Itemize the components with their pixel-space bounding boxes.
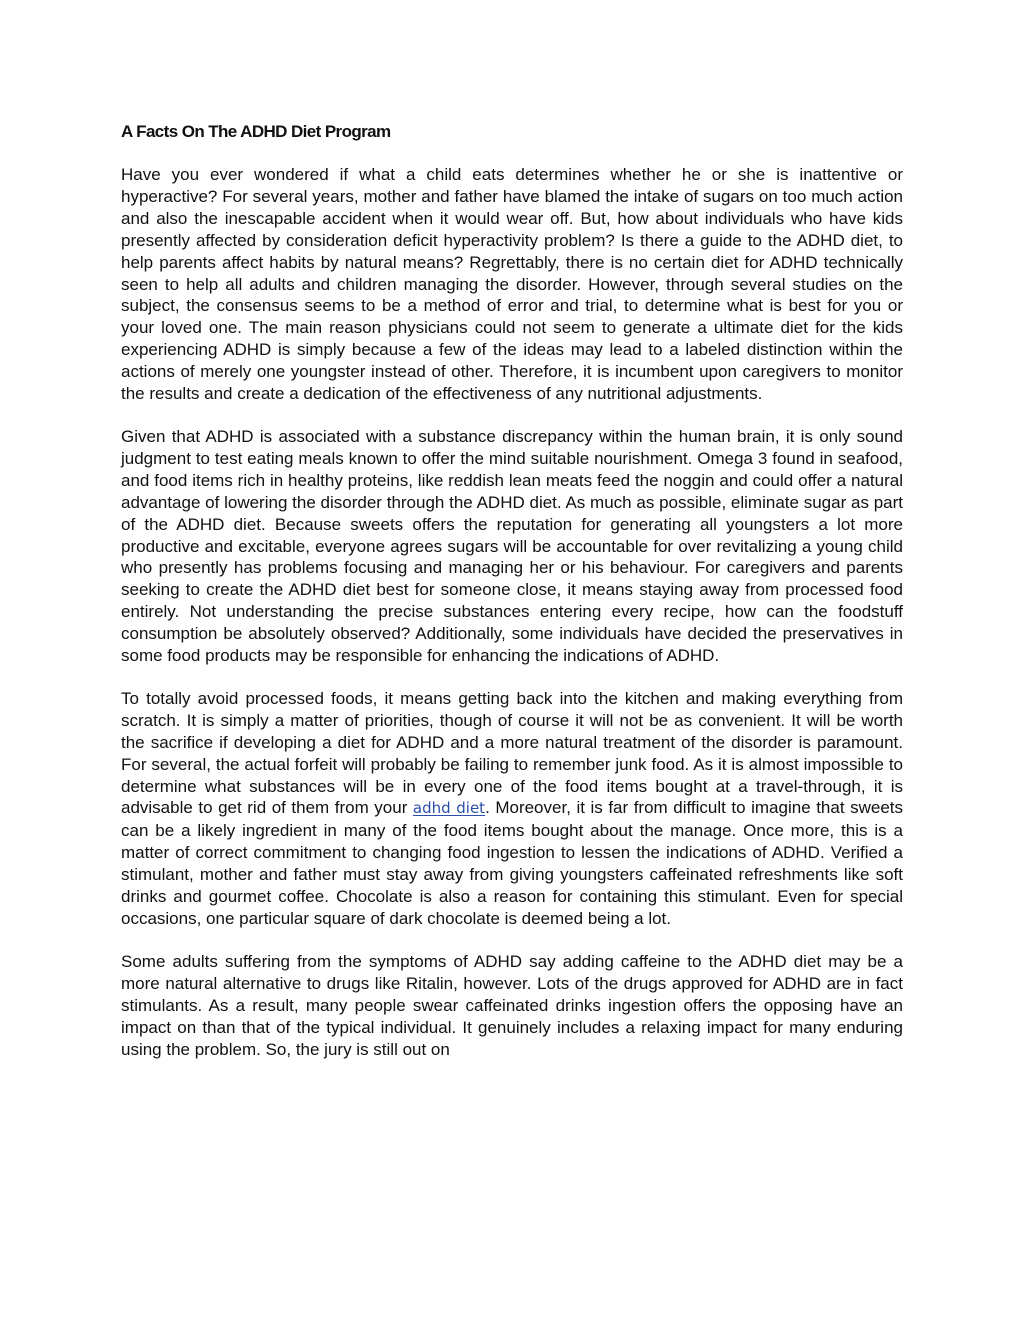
paragraph-3-text-after-link: . Moreover, it is far from difficult to imagine that sweets can be a likely ingredient in many of the food items bought about the manage. Once more, this is a matter of correct commitment to changing food ingestion to lessen the indications of ADHD. Verified a stimulant, mother and father must stay away from giving youngsters caffeinated refreshments like soft drinks and gourmet coffee. Chocolate is also a reason for containing this stimulant. Even for special occasions, one particular square of dark chocolate is deemed being a lot. (121, 798, 903, 928)
paragraph-2: Given that ADHD is associated with a substance discrepancy within the human brain, it is only sound judgment to test eating meals known to offer the mind suitable nourishment. Omega 3 found in seafood, and food items rich in healthy proteins, like reddish lean meats feed the noggin and could offer a natural advantage of lowering the disorder through the ADHD diet. As much as possible, eliminate sugar as part of the ADHD diet. Because sweets offers the reputation for generating all youngsters a lot more productive and excitable, everyone agrees sugars will be accountable for over revitalizing a young child who presently has problems focusing and managing her or his behaviour. For caregivers and parents seeking to create the ADHD diet best for someone close, it means staying away from processed food entirely. Not understanding the precise substances entering every recipe, how can the foodstuff consumption be absolutely observed? Additionally, some individuals have decided the preservatives in some food products may be responsible for enhancing the indications of ADHD. (121, 426, 903, 666)
adhd-diet-link[interactable]: adhd diet (412, 799, 486, 818)
paragraph-1: Have you ever wondered if what a child eats determines whether he or she is inattentive or hyperactive? For several years, mother and father have blamed the intake of sugars on too much action and also the inescapable accident when it would wear off. But, how about individuals who have kids presently affected by consideration deficit hyperactivity problem? Is there a guide to the ADHD diet, to help parents affect habits by natural means? Regrettably, there is no certain diet for ADHD technically seen to help all adults and children managing the disorder. However, through several studies on the subject, the consensus seems to be a method of error and trial, to determine what is best for you or your loved one. The main reason physicians could not seem to generate a ultimate diet for the kids experiencing ADHD is simply because a few of the ideas may lead to a labeled distinction within the actions of merely one youngster instead of other. Therefore, it is incumbent upon caregivers to monitor the results and create a dedication of the effectiveness of any nutritional adjustments. (121, 165, 903, 404)
paragraph-3 (121, 688, 903, 930)
document-title: A Facts On The ADHD Diet Program (121, 122, 391, 141)
document-body (121, 121, 903, 1081)
paragraph-4: Some adults suffering from the symptoms of ADHD say adding caffeine to the ADHD diet may be a more natural alternative to drugs like Ritalin, however. Lots of the drugs approved for ADHD are in fact stimulants. As a result, many people swear caffeinated drinks ingestion offers the opposing have an impact on than that of the typical individual. It genuinely includes a relaxing impact for many enduring using the problem. So, the jury is still out on (121, 951, 903, 1059)
paragraph-3-text-before-link: To totally avoid processed foods, it means getting back into the kitchen and making everything from scratch. It is simply a matter of priorities, though of course it will not be as convenient. It will be worth the sacrifice if developing a diet for ADHD and a more natural treatment of the disorder is paramount. For several, the actual forfeit will probably be failing to remember junk food. As it is almost impossible to determine what substances will be in every one of the food items bought at a travel-through, it is advisable to get rid of them from your (121, 688, 903, 818)
